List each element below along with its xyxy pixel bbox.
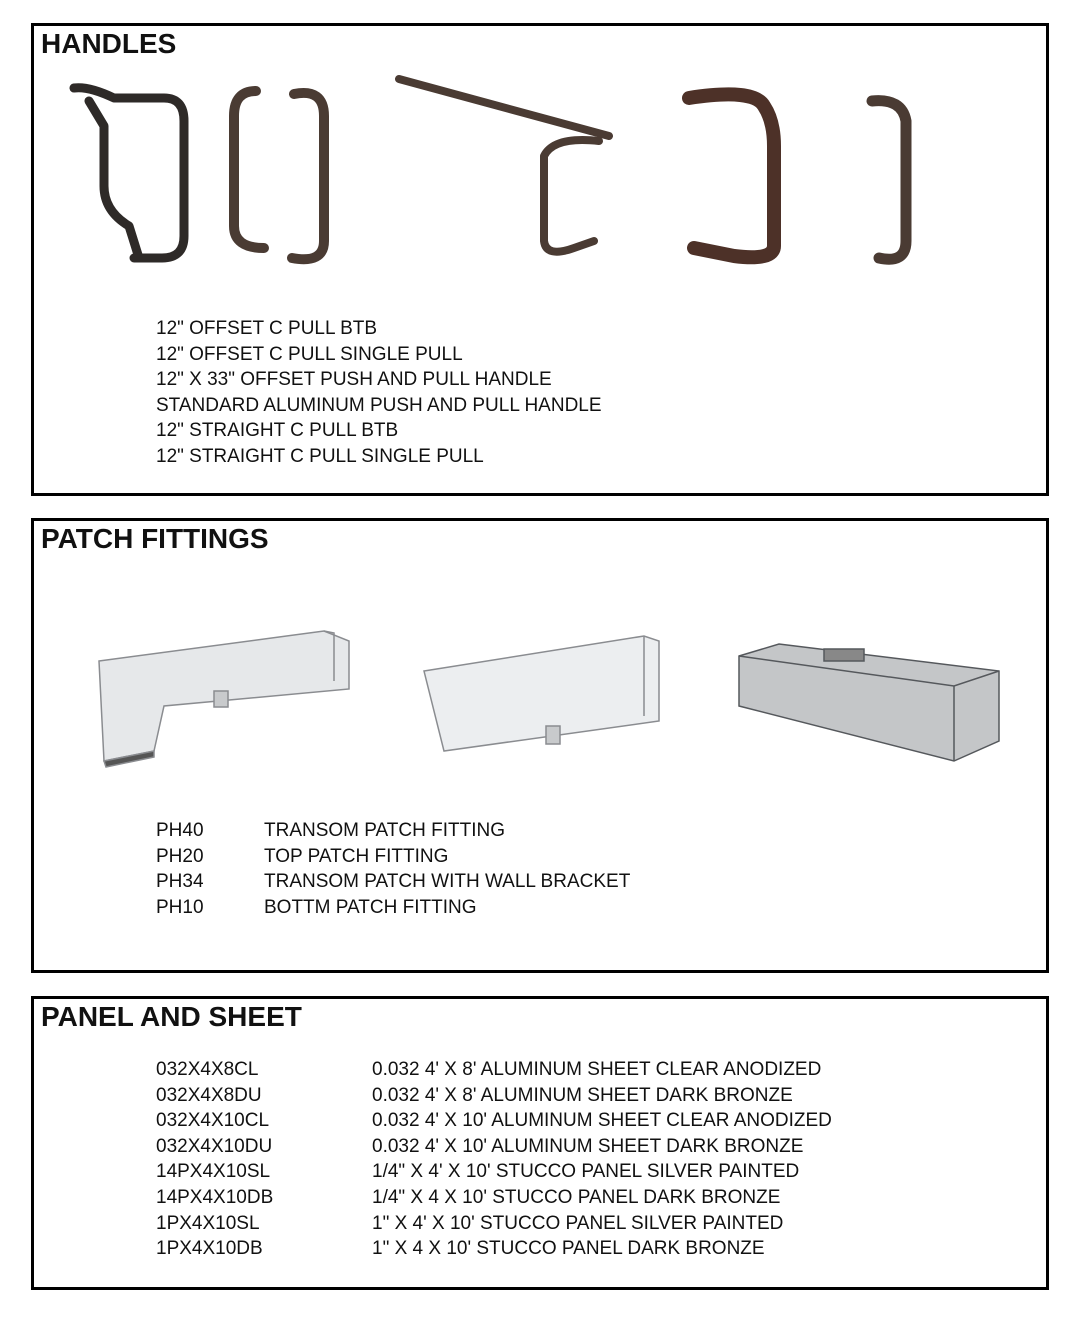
list-item: 12" STRAIGHT C PULL SINGLE PULL	[156, 445, 484, 467]
item-desc: TRANSOM PATCH WITH WALL BRACKET	[264, 871, 631, 893]
list-item	[156, 818, 630, 844]
list-item	[156, 1134, 832, 1160]
list-item	[156, 1236, 832, 1262]
item-code: 1PX4X10DB	[156, 1238, 263, 1260]
list-item	[156, 1057, 832, 1083]
top-patch-image	[424, 636, 659, 751]
item-desc: 0.032 4' X 8' ALUMINUM SHEET DARK BRONZE	[372, 1084, 793, 1106]
list-item	[156, 1083, 832, 1109]
patch-fitting-images	[34, 521, 1046, 781]
item-code: PH10	[156, 896, 204, 918]
item-code: 032X4X10DU	[156, 1135, 273, 1157]
list-item: 12" OFFSET C PULL SINGLE PULL	[156, 343, 463, 365]
list-item	[156, 1211, 832, 1237]
item-code: 1PX4X10SL	[156, 1212, 260, 1234]
item-desc: 0.032 4' X 8' ALUMINUM SHEET CLEAR ANODIZED	[372, 1059, 822, 1080]
item-code: 032X4X8DU	[156, 1084, 262, 1106]
offset-c-pull-btb-image	[74, 88, 184, 258]
list-item	[156, 1159, 832, 1185]
handles-list	[156, 316, 602, 470]
item-code: PH34	[156, 871, 204, 893]
item-code: PH20	[156, 845, 204, 867]
item-code: PH40	[156, 820, 204, 841]
item-desc: 0.032 4' X 10' ALUMINUM SHEET DARK BRONZE	[372, 1135, 804, 1157]
item-desc: 1" X 4' X 10' STUCCO PANEL SILVER PAINTED	[372, 1212, 784, 1234]
offset-c-pull-single-image	[234, 91, 324, 259]
bottom-patch-image	[739, 644, 999, 761]
section-title: PANEL AND SHEET	[41, 1001, 302, 1032]
list-item	[156, 895, 630, 921]
item-desc: 0.032 4' X 10' ALUMINUM SHEET CLEAR ANODIZED	[372, 1110, 832, 1132]
list-item: 12" STRAIGHT C PULL BTB	[156, 420, 399, 442]
item-desc: 1/4" X 4' X 10' STUCCO PANEL SILVER PAINTED	[372, 1161, 800, 1183]
item-code: 032X4X10CL	[156, 1110, 270, 1132]
list-item: STANDARD ALUMINUM PUSH AND PULL HANDLE	[156, 394, 602, 416]
straight-c-pull-single-image	[872, 101, 906, 260]
list-item: 12" X 33" OFFSET PUSH AND PULL HANDLE	[156, 369, 552, 391]
panel-sheet-section	[31, 996, 1049, 1290]
list-item: 12" OFFSET C PULL BTB	[156, 318, 378, 339]
item-desc: TOP PATCH FITTING	[264, 845, 449, 867]
patch-fittings-section	[31, 518, 1049, 973]
patch-list	[156, 818, 630, 920]
item-desc: 1" X 4 X 10' STUCCO PANEL DARK BRONZE	[372, 1238, 765, 1260]
list-item	[156, 844, 630, 870]
list-item	[156, 1108, 832, 1134]
straight-c-pull-btb-image	[689, 94, 774, 257]
section-title: HANDLES	[41, 28, 177, 59]
panel-list	[156, 1057, 832, 1262]
handle-images	[34, 26, 1046, 306]
item-desc: TRANSOM PATCH FITTING	[264, 820, 506, 841]
item-desc: 1/4" X 4 X 10' STUCCO PANEL DARK BRONZE	[372, 1186, 781, 1208]
section-title: PATCH FITTINGS	[41, 523, 269, 554]
list-item	[156, 1185, 832, 1211]
item-code: 14PX4X10SL	[156, 1161, 271, 1183]
item-code: 032X4X8CL	[156, 1059, 259, 1080]
offset-push-pull-image	[399, 79, 609, 252]
item-desc: BOTTM PATCH FITTING	[264, 896, 477, 918]
transom-patch-image	[99, 631, 349, 767]
list-item	[156, 869, 630, 895]
handles-section	[31, 23, 1049, 496]
item-code: 14PX4X10DB	[156, 1186, 274, 1208]
